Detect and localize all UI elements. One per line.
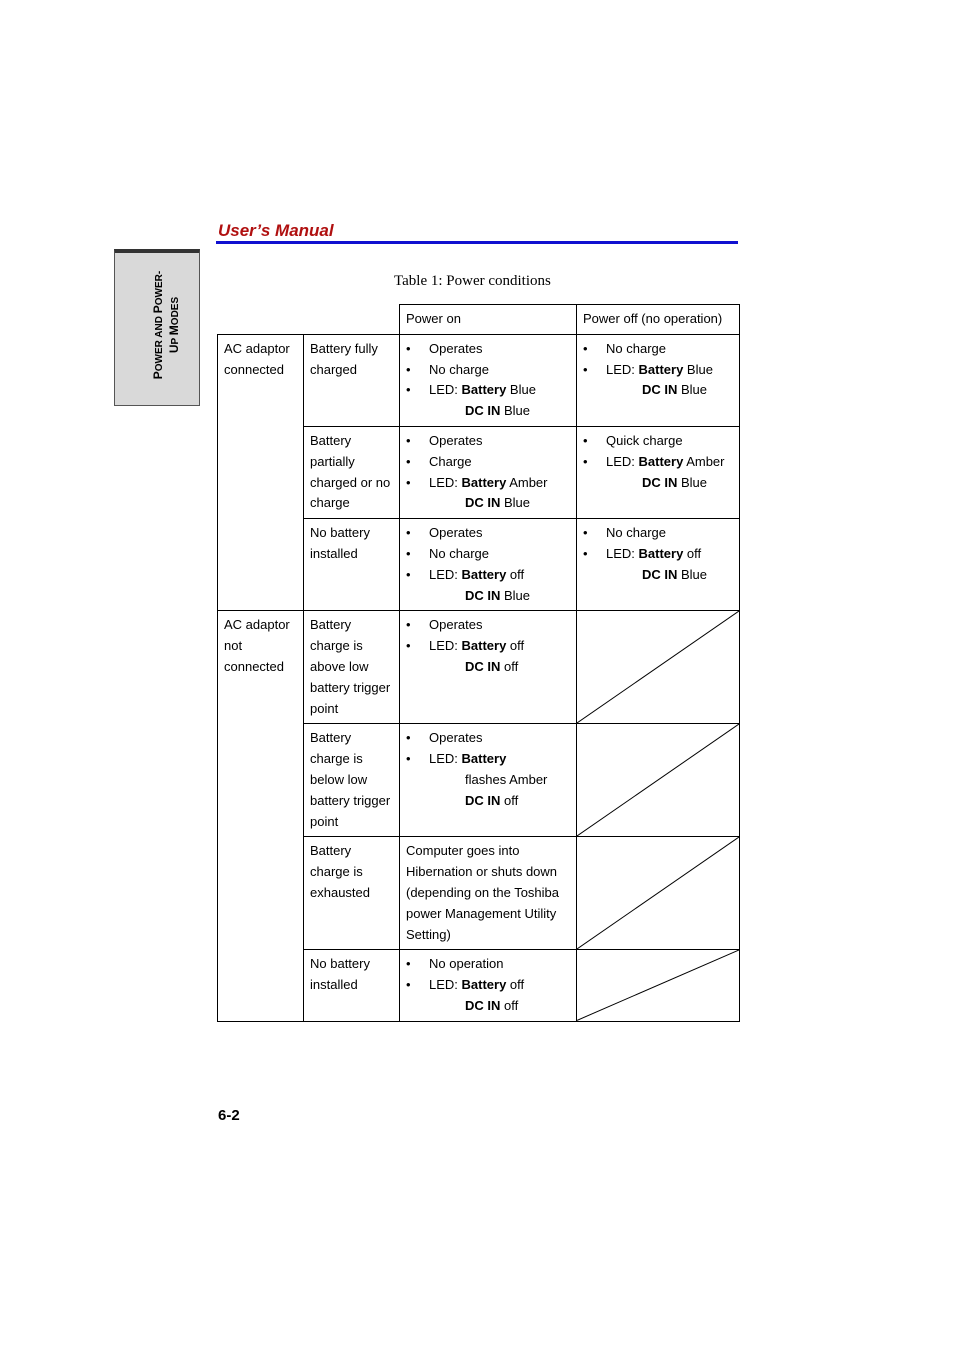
power-on-cell: • Operates • Charge • LED: Battery Amber DC IN Blue bbox=[400, 426, 577, 518]
power-on-cell: • No operation • LED: Battery off DC IN off bbox=[400, 950, 577, 1021]
table-header-row bbox=[218, 305, 740, 335]
not-applicable-cell bbox=[577, 837, 740, 950]
condition-cell: No battery installed bbox=[304, 519, 400, 611]
manual-title: User’s Manual bbox=[218, 221, 334, 240]
condition-cell: Battery charge is exhausted bbox=[304, 837, 400, 950]
group-ac-not-connected: AC adaptor not connected bbox=[218, 611, 304, 1021]
chapter-side-tab-label: POWER AND POWER- UP MODES bbox=[151, 270, 181, 380]
diagonal-slash bbox=[577, 950, 739, 1020]
power-on-cell: • Operates • LED: Battery off DC IN off bbox=[400, 611, 577, 724]
column-header-power-on: Power on bbox=[400, 305, 577, 335]
power-on-cell: • Operates • LED: Battery flashes Amber DC IN off bbox=[400, 724, 577, 837]
condition-cell: Battery charge is above low battery trigger point bbox=[304, 611, 400, 724]
condition-cell: Battery partially charged or no charge bbox=[304, 426, 400, 518]
power-conditions-table bbox=[217, 304, 740, 1022]
not-applicable-cell bbox=[577, 950, 740, 1021]
table-caption: Table 1: Power conditions bbox=[394, 273, 551, 289]
diagonal-slash bbox=[577, 837, 739, 949]
power-on-cell: • Operates • No charge • LED: Battery off DC IN Blue bbox=[400, 519, 577, 611]
not-applicable-cell bbox=[577, 611, 740, 724]
page-number: 6-2 bbox=[218, 1107, 240, 1124]
column-header-power-off: Power off (no operation) bbox=[577, 305, 740, 335]
condition-cell: Battery fully charged bbox=[304, 334, 400, 426]
power-off-cell: • No charge • LED: Battery Blue DC IN Blue bbox=[577, 334, 740, 426]
group-ac-connected: AC adaptor connected bbox=[218, 334, 304, 611]
diagonal-slash bbox=[577, 611, 739, 723]
header-rule bbox=[216, 241, 738, 244]
not-applicable-cell bbox=[577, 724, 740, 837]
table-row bbox=[218, 334, 740, 426]
condition-cell: No battery installed bbox=[304, 950, 400, 1021]
power-off-cell: • No charge • LED: Battery off DC IN Blue bbox=[577, 519, 740, 611]
condition-cell: Battery charge is below low battery trigger point bbox=[304, 724, 400, 837]
power-on-cell: Computer goes into Hibernation or shuts down (depending on the Toshiba power Management Utility Setting) bbox=[400, 837, 577, 950]
table-row bbox=[218, 611, 740, 724]
diagonal-slash bbox=[577, 724, 739, 836]
power-on-cell: • Operates • No charge • LED: Battery Blue DC IN Blue bbox=[400, 334, 577, 426]
power-off-cell: • Quick charge • LED: Battery Amber DC IN Blue bbox=[577, 426, 740, 518]
